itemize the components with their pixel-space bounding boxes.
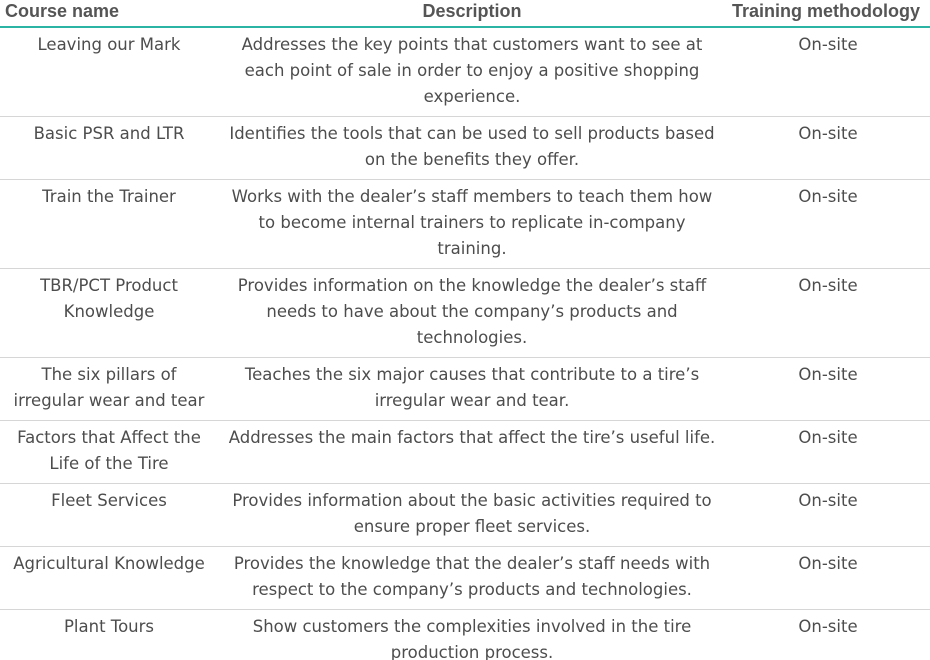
- methodology-cell: On-site: [726, 421, 930, 484]
- table-row: [0, 610, 930, 660]
- course-name-cell: Train the Trainer: [0, 180, 218, 269]
- description-cell: Identifies the tools that can be used to sell products based on the benefits they offer.: [218, 117, 726, 180]
- methodology-cell: On-site: [726, 269, 930, 358]
- table-row: [0, 27, 930, 117]
- description-cell: Provides information about the basic activities required to ensure proper fleet services.: [218, 484, 726, 547]
- header-course-name: Course name: [0, 0, 218, 27]
- description-cell: Provides the knowledge that the dealer’s staff needs with respect to the company’s products and technologies.: [218, 547, 726, 610]
- course-name-cell: Leaving our Mark: [0, 27, 218, 117]
- course-name-cell: Factors that Affect the Life of the Tire: [0, 421, 218, 484]
- methodology-cell: On-site: [726, 547, 930, 610]
- header-training-methodology: Training methodology: [726, 0, 930, 27]
- table-row: [0, 421, 930, 484]
- methodology-cell: On-site: [726, 27, 930, 117]
- table-body: [0, 27, 930, 660]
- header-row: [0, 0, 930, 27]
- course-name-cell: Plant Tours: [0, 610, 218, 660]
- table-row: [0, 117, 930, 180]
- table-row: [0, 484, 930, 547]
- course-name-cell: Fleet Services: [0, 484, 218, 547]
- description-cell: Works with the dealer’s staff members to teach them how to become internal trainers to replicate in-company training.: [218, 180, 726, 269]
- methodology-cell: On-site: [726, 484, 930, 547]
- course-name-cell: The six pillars of irregular wear and tear: [0, 358, 218, 421]
- table-row: [0, 269, 930, 358]
- description-cell: Addresses the key points that customers want to see at each point of sale in order to enjoy a positive shopping experience.: [218, 27, 726, 117]
- methodology-cell: On-site: [726, 358, 930, 421]
- description-cell: Show customers the complexities involved in the tire production process.: [218, 610, 726, 660]
- methodology-cell: On-site: [726, 180, 930, 269]
- methodology-cell: On-site: [726, 117, 930, 180]
- table-row: [0, 358, 930, 421]
- course-name-cell: Basic PSR and LTR: [0, 117, 218, 180]
- methodology-cell: On-site: [726, 610, 930, 660]
- course-name-cell: Agricultural Knowledge: [0, 547, 218, 610]
- table-row: [0, 547, 930, 610]
- description-cell: Provides information on the knowledge the dealer’s staff needs to have about the company’s products and technologies.: [218, 269, 726, 358]
- table-header: [0, 0, 930, 27]
- course-name-cell: TBR/PCT Product Knowledge: [0, 269, 218, 358]
- description-cell: Teaches the six major causes that contribute to a tire’s irregular wear and tear.: [218, 358, 726, 421]
- table-row: [0, 180, 930, 269]
- header-description: Description: [218, 0, 726, 27]
- description-cell: Addresses the main factors that affect the tire’s useful life.: [218, 421, 726, 484]
